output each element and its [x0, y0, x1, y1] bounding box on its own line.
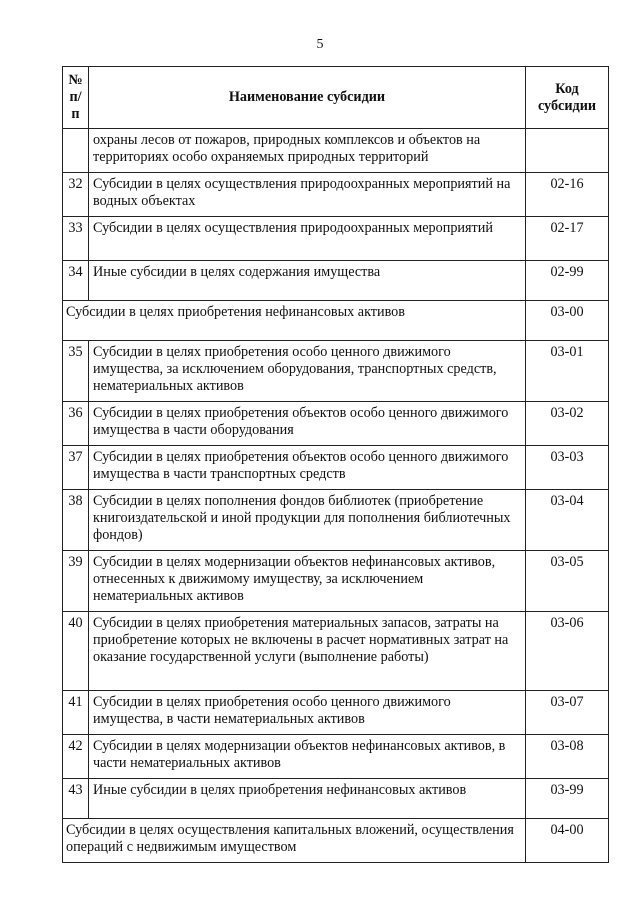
table-row: [63, 217, 609, 261]
row-name: Субсидии в целях приобретения особо ценного движимого имущества, в части нематериальных активов: [89, 691, 526, 735]
row-code: 03-03: [526, 446, 609, 490]
row-num: 33: [63, 217, 89, 261]
table-row: [63, 490, 609, 551]
row-name: Субсидии в целях приобретения особо ценного движимого имущества, за исключением оборудования, транспортных средств, нематериальных активов: [89, 341, 526, 402]
table-row: [63, 129, 609, 173]
row-code: 03-99: [526, 779, 609, 819]
table-row: [63, 779, 609, 819]
row-name: Субсидии в целях осуществления природоохранных мероприятий на водных объектах: [89, 173, 526, 217]
section-row: [63, 819, 609, 863]
header-code: Код субсидии: [526, 67, 609, 129]
page-number: 5: [316, 37, 324, 52]
row-name: Субсидии в целях осуществления природоохранных мероприятий: [89, 217, 526, 261]
row-name: Иные субсидии в целях содержания имущества: [89, 261, 526, 301]
row-name: охраны лесов от пожаров, природных комплексов и объектов на территориях особо охраняемых природных территорий: [89, 129, 526, 173]
row-code: 03-05: [526, 551, 609, 612]
table-row: [63, 446, 609, 490]
section-name: Субсидии в целях осуществления капитальных вложений, осуществления операций с недвижимым имуществом: [63, 819, 526, 863]
row-num: 34: [63, 261, 89, 301]
row-num: 39: [63, 551, 89, 612]
table-row: [63, 691, 609, 735]
row-num: 36: [63, 402, 89, 446]
table-row: [63, 402, 609, 446]
row-code: 02-16: [526, 173, 609, 217]
row-name: Субсидии в целях приобретения объектов особо ценного движимого имущества в части оборудования: [89, 402, 526, 446]
row-code: 02-17: [526, 217, 609, 261]
row-code: [526, 129, 609, 173]
table-row: [63, 735, 609, 779]
row-num: 35: [63, 341, 89, 402]
row-name: Субсидии в целях приобретения объектов особо ценного движимого имущества в части транспортных средств: [89, 446, 526, 490]
row-name: Иные субсидии в целях приобретения нефинансовых активов: [89, 779, 526, 819]
row-code: 02-99: [526, 261, 609, 301]
row-num: 32: [63, 173, 89, 217]
row-name: Субсидии в целях модернизации объектов нефинансовых активов, отнесенных к движимому имуществу, за исключением нематериальных активов: [89, 551, 526, 612]
row-num: [63, 129, 89, 173]
section-code: 03-00: [526, 301, 609, 341]
row-code: 03-04: [526, 490, 609, 551]
row-code: 03-08: [526, 735, 609, 779]
row-num: 40: [63, 612, 89, 691]
table-row: [63, 612, 609, 691]
row-code: 03-07: [526, 691, 609, 735]
table-row: [63, 341, 609, 402]
table-row: [63, 173, 609, 217]
row-name: Субсидии в целях пополнения фондов библиотек (приобретение книгоиздательской и иной продукции для пополнения библиотечных фондов): [89, 490, 526, 551]
header-name: Наименование субсидии: [89, 67, 526, 129]
table-row: [63, 261, 609, 301]
section-row: [63, 301, 609, 341]
row-name: Субсидии в целях приобретения материальных запасов, затраты на приобретение которых не включены в расчет нормативных затрат на оказание государственной услуги (выполнение работы): [89, 612, 526, 691]
row-num: 42: [63, 735, 89, 779]
table-row: [63, 551, 609, 612]
row-name: Субсидии в целях модернизации объектов нефинансовых активов, в части нематериальных активов: [89, 735, 526, 779]
row-num: 38: [63, 490, 89, 551]
section-name: Субсидии в целях приобретения нефинансовых активов: [63, 301, 526, 341]
table-header-row: [63, 67, 609, 129]
subsidies-table: [62, 66, 609, 863]
row-num: 37: [63, 446, 89, 490]
row-code: 03-01: [526, 341, 609, 402]
row-num: 43: [63, 779, 89, 819]
row-num: 41: [63, 691, 89, 735]
row-code: 03-02: [526, 402, 609, 446]
row-code: 03-06: [526, 612, 609, 691]
section-code: 04-00: [526, 819, 609, 863]
header-num: № п/п: [63, 67, 89, 129]
